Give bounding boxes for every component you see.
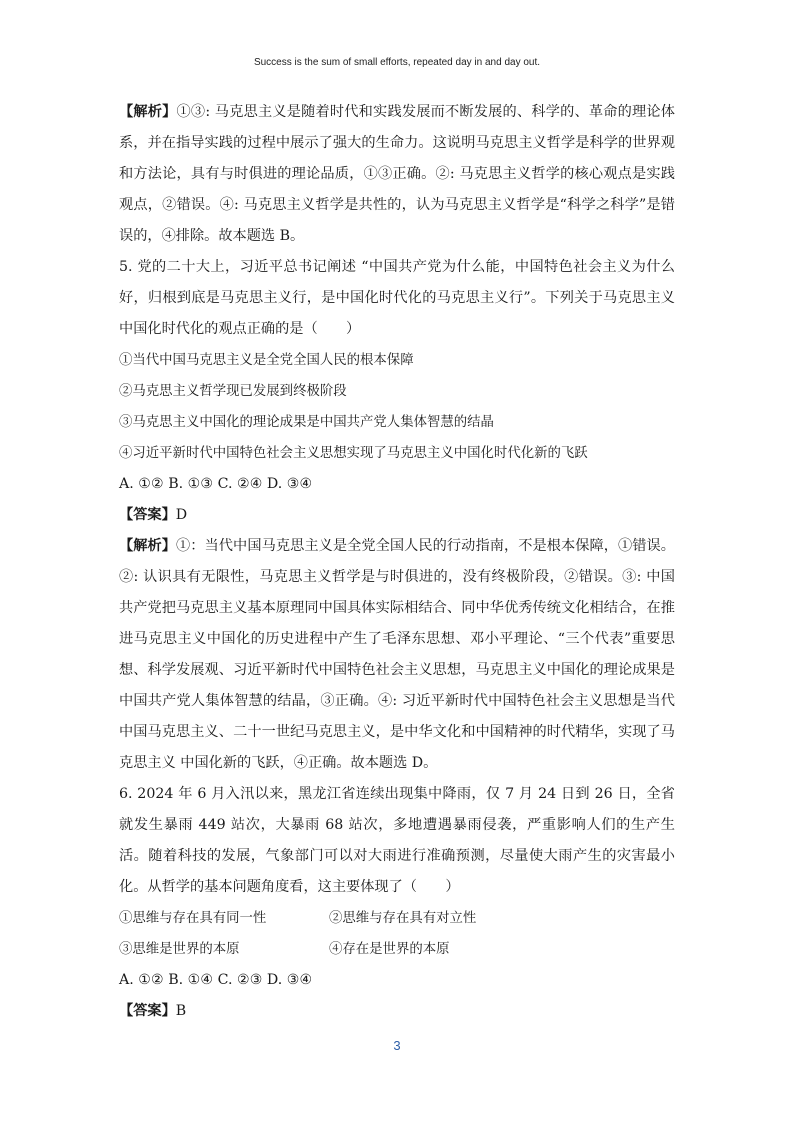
- page-header-motto: Success is the sum of small efforts, repeated day in and day out.: [253, 57, 541, 68]
- q6-options-row-2: [119, 934, 675, 965]
- q5-option-3: ③马克思主义中国化的理论成果是中国共产党人集体智慧的结晶: [119, 415, 494, 430]
- q6-options-row-1: [119, 903, 675, 934]
- q5-choices: A. ①② B. ①③ C. ②④ D. ③④: [119, 476, 313, 492]
- q6-answer: [119, 996, 675, 1027]
- q5-analysis: [119, 531, 675, 779]
- q6-option-3: ③思维是世界的本原: [119, 942, 240, 957]
- analysis-tag: 【解析】: [119, 538, 177, 554]
- page-number: 3: [393, 1038, 401, 1053]
- q6-option-2: ②思维与存在具有对立性: [329, 911, 477, 926]
- q4-analysis: [119, 97, 675, 252]
- q5-stem: 5. 党的二十大上，习近平总书记阐述 “中国共产党为什么能，中国特色社会主义为什么好，归根到底是马克思主义行，是中国化时代化的马克思主义行”。下列关于马克思主义中国化时代化的观点正确的是（ ）: [119, 259, 675, 337]
- analysis-text: ①：当代中国马克思主义是全党全国人民的行动指南，不是根本保障，①错误。②: 认识具有无限性，马克思主义哲学是与时俱进的，没有终极阶段，②错误。③: 中国共产党把马克思主义基本原理同中国具体实际相结合、同中华优秀传统文化相结合，在推进马克思主义中国化的历史进程中产生了毛泽东思想、邓小平理论、“三个代表”重要思想、科学发展观、习近平新时代中国特色社会主义思想，马克思主义中国化的理论成果是中国共产党人集体智慧的结晶，③正确。④: 习近平新时代中国特色社会主义思想是当代中国马克思主义、二十一世纪马克思主义，是中华文化和中国精神的时代精华，实现了马克思主义 中国化新的飞跃，④正确。故本题选 D。: [119, 538, 675, 771]
- q5-option-2: ②马克思主义哲学现已发展到终极阶段: [119, 384, 347, 399]
- answer-tag: 【答案】: [119, 507, 176, 523]
- q5-answer: [119, 500, 675, 531]
- q6-stem: 6. 2024 年 6 月入汛以来，黑龙江省连续出现集中降雨，仅 7 月 24 日到 26 日，全省就发生暴雨 449 站次，大暴雨 68 站次，多地遭遇暴雨侵袭，严重影响人们的生产生活。随着科技的发展，气象部门可以对大雨进行准确预测，尽量使大雨产生的灾害最小化。从哲学的基本问题角度看，这主要体现了（ ）: [119, 786, 675, 895]
- answer-tag: 【答案】: [119, 1003, 176, 1019]
- q6-option-4: ④存在是世界的本原: [329, 942, 450, 957]
- q6-option-1: ①思维与存在具有同一性: [119, 911, 267, 926]
- answer-value: D: [175, 507, 188, 523]
- q5-option-1: ①当代中国马克思主义是全党全国人民的根本保障: [119, 353, 414, 368]
- q5-option-4: ④习近平新时代中国特色社会主义思想实现了马克思主义中国化时代化新的飞跃: [119, 446, 588, 461]
- analysis-text: ①③: 马克思主义是随着时代和实践发展而不断发展的、科学的、革命的理论体系，并在指导实践的过程中展示了强大的生命力。这说明马克思主义哲学是科学的世界观和方法论，具有与时俱进的理论品质，①③正确。②: 马克思主义哲学的核心观点是实践观点，②错误。④: 马克思主义哲学是共性的，认为马克思主义哲学是“科学之科学”是错误的，④排除。故本题选 B。: [119, 104, 675, 244]
- q6-choices: A. ①② B. ①④ C. ②③ D. ③④: [119, 972, 313, 988]
- document-body: [119, 97, 675, 1027]
- answer-value: B: [175, 1003, 187, 1019]
- analysis-tag: 【解析】: [119, 104, 177, 120]
